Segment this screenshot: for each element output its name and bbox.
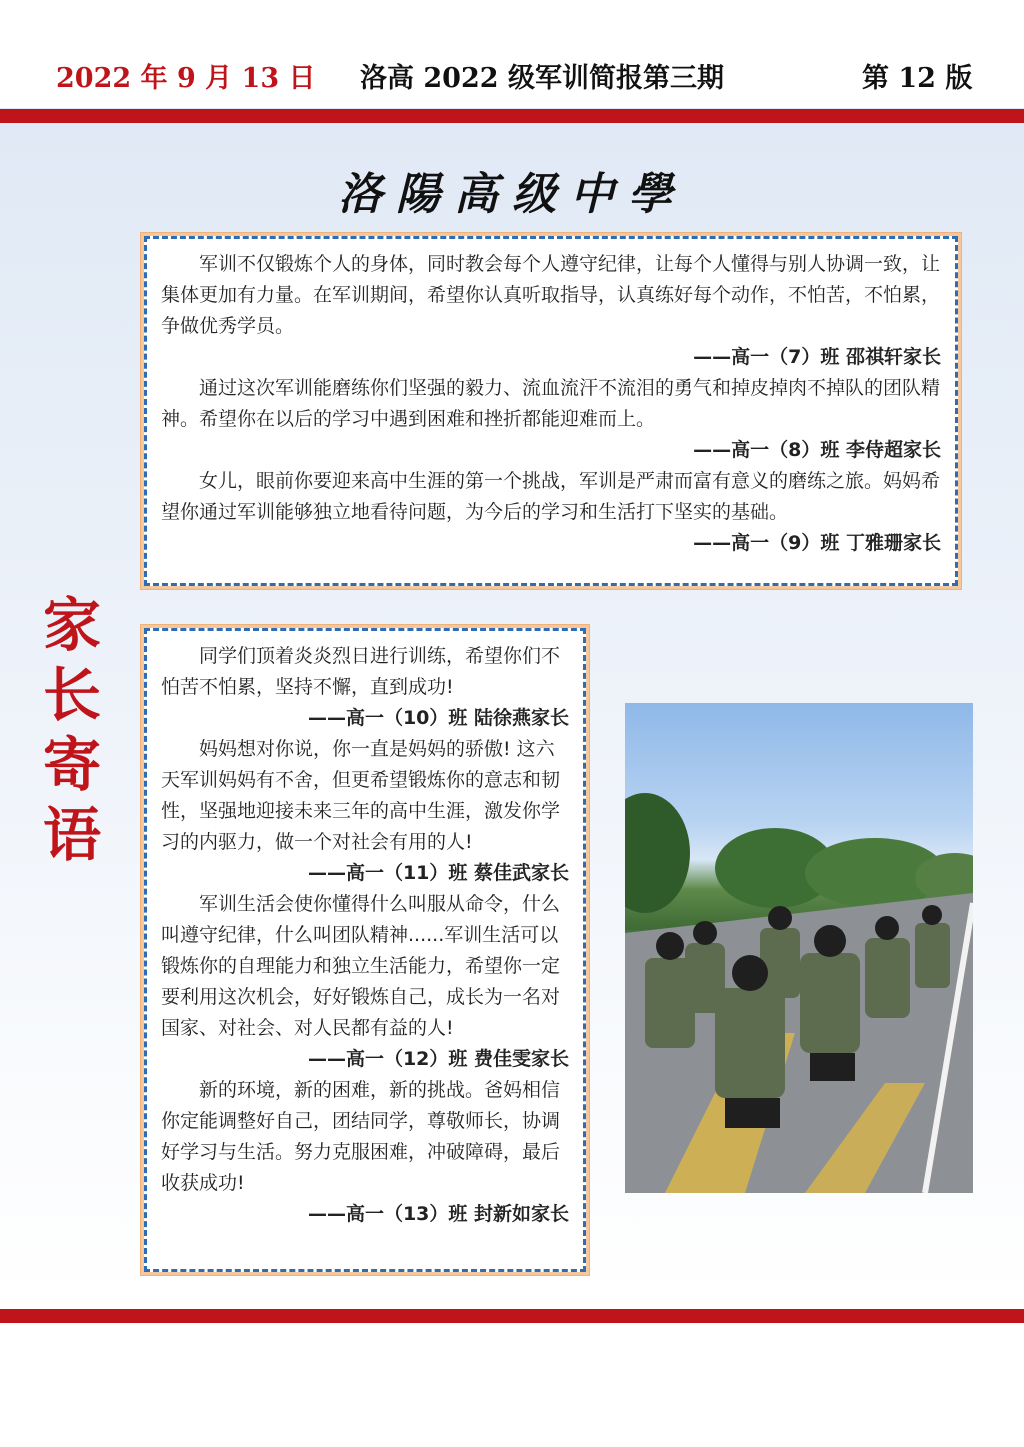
message-text: 妈妈想对你说，你一直是妈妈的骄傲! 这六天军训妈妈有不舍，但更希望锻炼你的意志和韧性，坚强地迎接未来三年的高中生涯，激发你学习的内驱力，做一个对社会有用的人! bbox=[161, 738, 561, 853]
message-signature: ——高一（11）班 蔡佳武家长 bbox=[307, 862, 569, 884]
message-signature: ——高一（13）班 封新如家长 bbox=[307, 1203, 569, 1225]
bulletin-title: 洛高 2022 级军训简报第三期 bbox=[360, 63, 724, 94]
message-signature: ——高一（9）班 丁雅珊家长 bbox=[693, 532, 941, 554]
section-title-char: 寄 bbox=[42, 731, 101, 799]
message-text: 新的环境，新的困难，新的挑战。爸妈相信你定能调整好自己，团结同学，尊敬师长，协调好学习与生活。努力克服困难，冲破障碍，最后收获成功! bbox=[161, 1079, 561, 1194]
message-signature: ——高一（10）班 陆徐燕家长 bbox=[307, 707, 569, 729]
message-text: 通过这次军训能磨练你们坚强的毅力、流血流汗不流泪的勇气和掉皮掉肉不掉队的团队精神。希望你在以后的学习中遇到困难和挫折都能迎难而上。 bbox=[161, 377, 941, 430]
photo-illustration bbox=[625, 703, 973, 1193]
message-box-bottom bbox=[144, 628, 586, 1272]
section-title-char: 家 bbox=[42, 591, 101, 659]
bottom-divider bbox=[0, 1309, 1024, 1323]
section-title-char: 语 bbox=[42, 801, 101, 869]
page-number: 第 12 版 bbox=[862, 63, 973, 94]
message-signature: ——高一（7）班 邵祺轩家长 bbox=[693, 346, 941, 368]
message-text: 女儿，眼前你要迎来高中生涯的第一个挑战，军训是严肃而富有意义的磨练之旅。妈妈希望你通过军训能够独立地看待问题，为今后的学习和生活打下坚实的基础。 bbox=[161, 470, 941, 523]
message-signature: ——高一（8）班 李侍超家长 bbox=[693, 439, 941, 461]
section-title-vertical bbox=[40, 590, 104, 870]
message-text: 军训生活会使你懂得什么叫服从命令，什么叫遵守纪律，什么叫团队精神......军训生活可以锻炼你的自理能力和独立生活能力，希望你一定要利用这次机会，好好锻炼自己，成长为一名对国家、对社会、对人民都有益的人! bbox=[161, 893, 561, 1039]
message-text: 同学们顶着炎炎烈日进行训练，希望你们不怕苦不怕累，坚持不懈，直到成功! bbox=[161, 645, 561, 698]
top-divider bbox=[0, 109, 1024, 123]
school-name-calligraphy: 洛陽高级中學 bbox=[338, 169, 686, 220]
training-march-photo bbox=[625, 703, 973, 1193]
message-box-top bbox=[144, 236, 958, 586]
section-title-char: 长 bbox=[42, 661, 101, 729]
issue-date: 2022 年 9 月 13 日 bbox=[56, 63, 316, 94]
message-text: 军训不仅锻炼个人的身体，同时教会每个人遵守纪律，让每个人懂得与别人协调一致，让集体更加有力量。在军训期间，希望你认真听取指导，认真练好每个动作，不怕苦，不怕累，争做优秀学员。 bbox=[161, 253, 941, 337]
message-signature: ——高一（12）班 费佳雯家长 bbox=[307, 1048, 569, 1070]
